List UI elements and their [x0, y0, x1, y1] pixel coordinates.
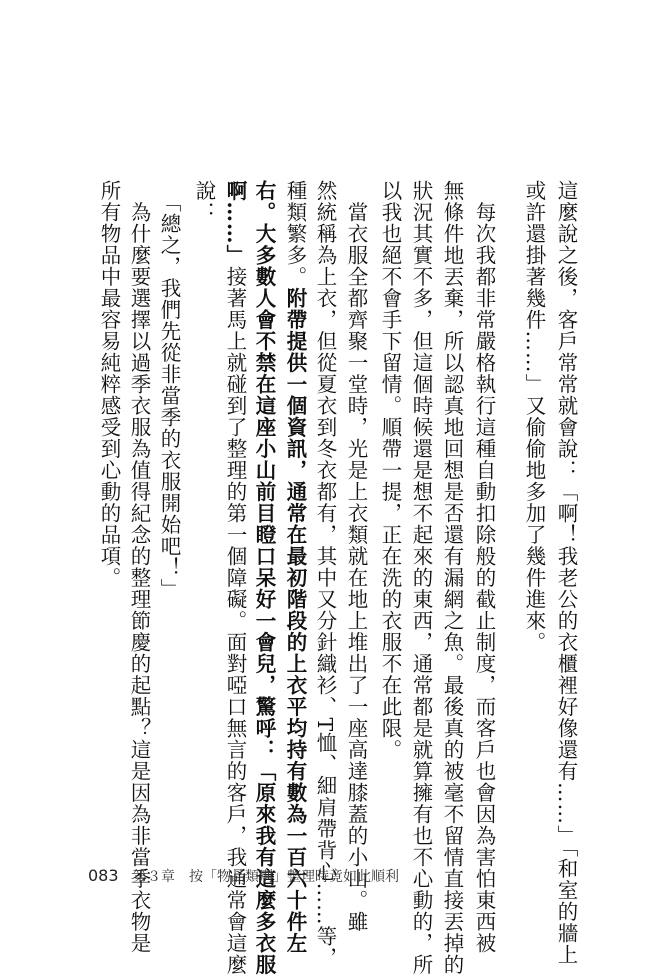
text-column-6	[377, 180, 403, 761]
chapter-title: 第３章 按「物品類別」整理時竟如此順利	[133, 869, 399, 885]
text-run: 狀況其實不多，但這個時候還是想不起來的東西，通常都是就算擁有也不心動的，所	[409, 180, 433, 976]
text-run-bold: 啊……」	[223, 180, 247, 266]
text-run-bold: 右。大多數人會不禁在這座小山前目瞪口呆好一會兒，驚呼：「原來我有這麼多衣服	[252, 180, 276, 976]
text-run: 說：	[192, 180, 216, 223]
text-column-1	[553, 180, 579, 965]
text-column-14	[126, 180, 152, 954]
text-run: 種類繁多。	[283, 180, 307, 288]
text-column-10	[251, 180, 277, 976]
text-run: 無條件地丟棄，所以認真地回想是否還有漏網之魚。最後真的被毫不留情直接丟掉的	[440, 180, 464, 976]
text-column-13	[156, 180, 182, 600]
text-run-bold: 附帶提供一個資訊，通常在最初階段的上衣平均持有數為一百六十件左	[283, 287, 307, 954]
page-footer	[88, 866, 399, 886]
text-run: 或許還掛著幾件……」又偷偷地多加了幾件進來。	[522, 180, 546, 653]
text-column-12	[191, 180, 217, 223]
text-run: 以我也絕不會手下留情。順帶一提，正在洗的衣服不在此限。	[378, 180, 402, 761]
text-column-11	[222, 180, 248, 976]
text-column-15	[96, 180, 122, 589]
text-column-2	[521, 180, 547, 653]
text-column-4	[439, 180, 465, 976]
text-column-9	[282, 180, 308, 954]
page-number: 083	[88, 866, 119, 885]
text-run: 為什麼要選擇以過季衣服為值得紀念的整理節慶的起點？這是因為非當季衣物是	[127, 180, 151, 954]
text-run: 「總之，我們先從非當季的衣服開始吧！」	[157, 180, 181, 600]
text-column-3	[471, 180, 497, 954]
text-run: 當衣服全都齊聚一堂時，光是上衣類就在地上堆出了一座高達膝蓋的小山。雖	[344, 180, 368, 933]
text-column-8	[312, 180, 338, 969]
text-column-7	[343, 180, 369, 933]
text-run: 所有物品中最容易純粹感受到心動的品項。	[97, 180, 121, 589]
text-run: 這麼說之後，客戶常常就會說：「啊！我老公的衣櫃裡好像還有……」「和室的牆上	[554, 180, 578, 966]
text-run: 接著馬上就碰到了整理的第一個障礙。面對啞口無言的客戶，我通常會這麼	[223, 266, 247, 976]
text-column-5	[408, 180, 434, 976]
text-run: 然統稱為上衣，但從夏衣到冬衣都有，其中又分針織衫、T恤、細肩帶背心……等，	[313, 180, 337, 969]
text-run: 每次我都非常嚴格執行這種自動扣除般的截止制度，而客戶也會因為害怕東西被	[472, 180, 496, 954]
